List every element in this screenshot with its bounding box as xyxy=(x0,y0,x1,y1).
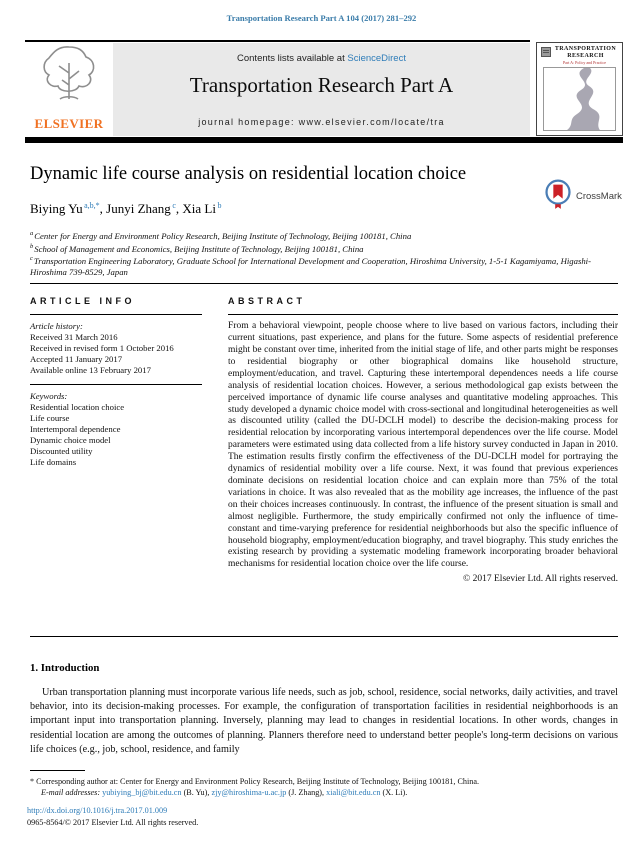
elsevier-tree-icon xyxy=(36,100,102,117)
author-separator: , xyxy=(175,201,183,217)
keyword-item: Intertemporal dependence xyxy=(30,424,121,435)
author-name: Junyi Zhang xyxy=(106,201,171,217)
author xyxy=(30,201,106,216)
email-label: E-mail addresses: xyxy=(41,788,101,797)
abstract-column xyxy=(228,296,618,584)
author xyxy=(182,201,221,216)
corresponding-author-text: Corresponding author at: Center for Energy and Environment Policy Research, Beijing Institute of Technology, Beijing 100181, China. xyxy=(34,777,480,786)
author-name: Biying Yu xyxy=(30,201,83,217)
divider xyxy=(30,314,202,315)
affiliation-marker: b xyxy=(30,242,34,250)
history-item: Accepted 11 January 2017 xyxy=(30,354,123,365)
email-owner: (X. Li). xyxy=(380,788,408,797)
contents-prefix: Contents lists available at xyxy=(237,53,348,64)
elsevier-logo[interactable] xyxy=(25,43,113,136)
doi-url[interactable]: http://dx.doi.org/10.1016/j.tra.2017.01.009 xyxy=(27,806,168,815)
section-heading-introduction: 1. Introduction xyxy=(30,662,100,674)
affiliation-marker: a xyxy=(30,230,34,237)
footnote xyxy=(30,776,618,798)
journal-title: Transportation Research Part A xyxy=(189,73,454,97)
cover-road-art xyxy=(543,67,616,131)
cover-subtitle: Part A: Policy and Practice xyxy=(562,60,607,65)
journal-homepage-line xyxy=(113,117,530,127)
masthead-bottom-bar xyxy=(25,137,623,143)
author-affil-ref: a,b,* xyxy=(84,201,100,210)
sciencedirect-link[interactable]: ScienceDirect xyxy=(347,53,406,64)
author-name: Xia Li xyxy=(182,201,216,217)
keywords xyxy=(30,391,202,468)
cover-title-line1: TRANSPORTATION xyxy=(554,46,617,52)
introduction-paragraph: Urban transportation planning must incorporate various life needs, such as job, school, residence, social networks, daily activities, and travel behavior, into its decision-making processes. For example, the configuration of transportation facilities in residential neighborhoods is an important input into transportation planning. Inversely, planning may lead to changes in residential locations. In other words, changes in residential location are among the outcomes of planning. Planners therefore need to understand better people's long-term decisions on various life choices (e.g., job, school, residence, and family xyxy=(30,687,618,755)
abstract-copyright: © 2017 Elsevier Ltd. All rights reserved. xyxy=(463,574,618,585)
email-owner: (J. Zhang), xyxy=(286,788,327,797)
footnote-divider xyxy=(30,770,85,771)
crossmark-icon xyxy=(544,178,572,215)
article-title: Dynamic life course analysis on residential location choice xyxy=(30,164,467,184)
divider xyxy=(228,314,618,315)
crossmark-label: CrossMark xyxy=(576,190,622,202)
corresponding-author-note xyxy=(30,776,618,787)
divider xyxy=(30,283,618,284)
article-info-header: ARTICLE INFO xyxy=(30,296,135,306)
author-separator: , xyxy=(99,201,107,217)
history-item: Available online 13 February 2017 xyxy=(30,365,151,376)
affiliation-text: Center for Energy and Environment Policy Research, Beijing Institute of Technology, Beijing 100181, China xyxy=(34,230,412,241)
email-link[interactable]: xiali@bit.edu.cn xyxy=(326,788,381,797)
article-history-label: Article history: xyxy=(30,321,83,332)
email-addresses-line xyxy=(30,787,618,798)
keyword-item: Life course xyxy=(30,413,70,424)
homepage-url-link[interactable]: www.elsevier.com/locate/tra xyxy=(298,117,445,127)
keyword-item: Discounted utility xyxy=(30,446,93,457)
contents-lists-line xyxy=(113,53,530,64)
issn-copyright-line: 0965-8564/© 2017 Elsevier Ltd. All rights reserved. xyxy=(27,818,199,827)
author-line xyxy=(30,201,221,217)
affiliations xyxy=(30,229,618,278)
history-item: Received in revised form 1 October 2016 xyxy=(30,343,174,354)
abstract-text: From a behavioral viewpoint, people choose where to live based on various factors, including their current situations, past experience, and plans for the future. Some aspects of residential preference might be constant over time, inherited from the initial stage of life, and other parts might be responses to residential biography or other biographical domains like household structure, employment/education, and travel. Capturing these intertemporal dependences needs a life course analysis of residential location choices. However, a serious methodological gap exists between the perceived importance of dynamic life course analyses and quantitative modeling approaches. This study developed a dynamic choice model with cross-sectional and longitudinal heterogeneities as well as discounted utility (called the DU-DCLH model) to describe the decision-making process for residential relocation by incorporating various intertemporal dependences over the life course. Model parameters were estimated using data collected from a life history survey conducted in Japan in 2010. The estimation results firstly confirm the effectiveness of the DU-DCLH model for portraying the dynamics of residential mobility over a life course. Next, it was found that previous experiences dominate decisions on residential location choice and can explain more than 75% of the total variations in choice. It was also revealed that as the mobility age increases, the influence of the past on their choices increases continuously. In contrast, the influence of the present situation is small and almost negligible. Furthermore, the study empirically confirmed not only the influence of time-constant and time-varying preference for residential neighborhoods but also the specific influence of household biography, employment/education biography, and travel biography. This study enriches the existing research by providing a systematic modeling framework incorporating broader behavioral mechanisms for residential location choice over the life course. xyxy=(228,321,618,570)
affiliation-marker: c xyxy=(30,255,33,263)
affiliation xyxy=(30,254,618,277)
cover-title xyxy=(549,46,622,59)
email-link[interactable]: yubiying_bj@bit.edu.cn xyxy=(102,788,182,797)
affiliation xyxy=(30,242,618,255)
doi-link[interactable] xyxy=(27,806,167,815)
affiliation-text: School of Management and Economics, Beijing Institute of Technology, Beijing 100181, China xyxy=(34,243,364,254)
affiliation-text: Transportation Engineering Laboratory, Graduate School for International Development and Cooperation, Hiroshima University, 1-5-1 Kagamiyama, Higashi-Hiroshima 739-8529, Japan xyxy=(30,256,591,278)
abstract-header: ABSTRACT xyxy=(228,296,306,306)
running-head-citation: Transportation Research Part A 104 (2017) 281–292 xyxy=(226,13,417,23)
elsevier-wordmark: ELSEVIER xyxy=(34,116,104,131)
homepage-prefix: journal homepage: xyxy=(198,117,299,127)
keywords-label: Keywords: xyxy=(30,391,68,402)
email-link[interactable]: zjy@hiroshima-u.ac.jp xyxy=(211,788,287,797)
article-history xyxy=(30,321,202,376)
author-affil-ref: c xyxy=(172,201,176,210)
cover-publisher-icon xyxy=(541,47,551,57)
journal-cover-thumbnail[interactable] xyxy=(536,42,623,136)
divider xyxy=(30,384,202,385)
crossmark-badge[interactable] xyxy=(544,179,624,213)
cover-title-line2: RESEARCH xyxy=(567,52,604,59)
keyword-item: Residential location choice xyxy=(30,402,125,413)
author-affil-ref: b xyxy=(217,201,222,210)
article-info-column xyxy=(30,296,202,468)
affiliation xyxy=(30,229,618,242)
keyword-item: Life domains xyxy=(30,457,77,468)
footnote-marker: * xyxy=(30,777,35,786)
keyword-item: Dynamic choice model xyxy=(30,435,111,446)
history-item: Received 31 March 2016 xyxy=(30,332,118,343)
email-owner: (B. Yu), xyxy=(181,788,212,797)
author xyxy=(106,201,182,216)
journal-masthead xyxy=(113,43,530,136)
divider xyxy=(30,636,618,637)
masthead-top-rule xyxy=(25,40,530,42)
